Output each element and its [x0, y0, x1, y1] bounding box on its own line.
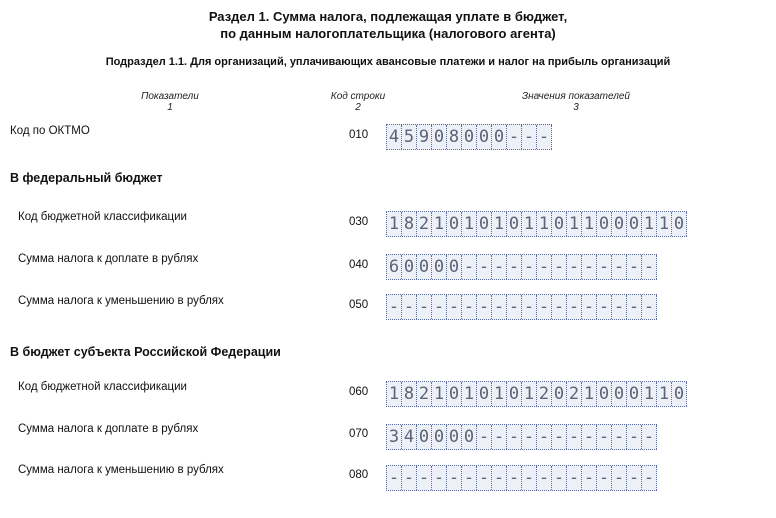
char-cell[interactable]: 2 — [537, 382, 552, 406]
char-cell[interactable]: - — [642, 425, 657, 449]
char-cell[interactable]: - — [522, 425, 537, 449]
column-header-label: Показатели — [141, 91, 199, 102]
char-cell[interactable]: - — [507, 125, 522, 149]
char-cell[interactable]: - — [552, 425, 567, 449]
char-cell[interactable]: 1 — [522, 212, 537, 236]
char-cell[interactable]: - — [387, 466, 402, 490]
char-cell[interactable]: 0 — [612, 212, 627, 236]
char-cell[interactable]: 1 — [582, 212, 597, 236]
char-cell[interactable]: - — [552, 255, 567, 279]
char-cell[interactable]: 2 — [417, 382, 432, 406]
char-cell[interactable]: - — [402, 466, 417, 490]
char-cell[interactable]: - — [477, 255, 492, 279]
regional-kbk-label: Код бюджетной классификации — [18, 381, 187, 393]
char-cell[interactable]: 0 — [432, 125, 447, 149]
char-cell[interactable]: 1 — [492, 212, 507, 236]
char-cell[interactable]: 0 — [627, 212, 642, 236]
section-title-line2: по данным налогоплательщика (налогового агента) — [220, 26, 556, 41]
char-cell[interactable]: - — [462, 466, 477, 490]
char-cell[interactable]: - — [612, 255, 627, 279]
char-cell[interactable]: - — [627, 295, 642, 319]
char-cell[interactable]: - — [507, 255, 522, 279]
regional-tax-payable-cells[interactable] — [386, 424, 657, 450]
column-header-number: 3 — [573, 102, 579, 113]
char-cell[interactable]: - — [597, 425, 612, 449]
char-cell[interactable]: - — [642, 255, 657, 279]
char-cell[interactable]: - — [642, 466, 657, 490]
char-cell[interactable]: - — [522, 295, 537, 319]
char-cell[interactable]: - — [507, 425, 522, 449]
char-cell[interactable]: 1 — [582, 382, 597, 406]
federal-tax-decrease-line-code: 050 — [349, 299, 369, 311]
char-cell[interactable]: 1 — [432, 382, 447, 406]
char-cell[interactable]: - — [477, 466, 492, 490]
char-cell[interactable]: 1 — [462, 382, 477, 406]
regional-kbk-line-code: 060 — [349, 386, 369, 398]
federal-tax-decrease-cells[interactable] — [386, 294, 657, 320]
char-cell[interactable]: - — [567, 425, 582, 449]
char-cell[interactable]: - — [477, 295, 492, 319]
oktmo-cells[interactable] — [386, 124, 552, 150]
char-cell[interactable]: - — [537, 125, 552, 149]
char-cell[interactable]: 0 — [417, 425, 432, 449]
char-cell[interactable]: - — [627, 425, 642, 449]
char-cell[interactable]: 0 — [672, 382, 687, 406]
char-cell[interactable]: 2 — [567, 382, 582, 406]
char-cell[interactable]: 0 — [447, 212, 462, 236]
column-header-label: Значения показателей — [521, 91, 630, 102]
char-cell[interactable]: - — [402, 295, 417, 319]
char-cell[interactable]: - — [522, 466, 537, 490]
char-cell[interactable]: 1 — [537, 212, 552, 236]
char-cell[interactable]: 0 — [477, 382, 492, 406]
federal-tax-payable-label: Сумма налога к доплате в рублях — [18, 253, 199, 265]
char-cell[interactable]: - — [477, 425, 492, 449]
char-cell[interactable]: 3 — [387, 425, 402, 449]
char-cell[interactable]: - — [417, 466, 432, 490]
char-cell[interactable]: 1 — [642, 382, 657, 406]
char-cell[interactable]: - — [462, 295, 477, 319]
char-cell[interactable]: 8 — [402, 212, 417, 236]
char-cell[interactable]: - — [597, 295, 612, 319]
char-cell[interactable]: 1 — [522, 382, 537, 406]
char-cell[interactable]: - — [627, 255, 642, 279]
char-cell[interactable]: - — [567, 255, 582, 279]
char-cell[interactable]: - — [507, 295, 522, 319]
char-cell[interactable]: 0 — [462, 425, 477, 449]
char-cell[interactable]: 4 — [402, 425, 417, 449]
char-cell[interactable]: - — [597, 255, 612, 279]
char-cell[interactable]: 0 — [492, 125, 507, 149]
char-cell[interactable]: - — [567, 466, 582, 490]
char-cell[interactable]: - — [462, 255, 477, 279]
char-cell[interactable]: 0 — [462, 125, 477, 149]
subsection-title: Подраздел 1.1. Для организаций, уплачивающих авансовые платежи и налог на прибыль организаций — [105, 56, 671, 68]
char-cell[interactable]: 1 — [657, 212, 672, 236]
char-cell[interactable]: 1 — [567, 212, 582, 236]
char-cell[interactable]: - — [537, 255, 552, 279]
char-cell[interactable]: - — [582, 425, 597, 449]
char-cell[interactable]: - — [597, 466, 612, 490]
char-cell[interactable]: - — [552, 295, 567, 319]
char-cell[interactable]: 8 — [402, 382, 417, 406]
char-cell[interactable]: - — [522, 125, 537, 149]
char-cell[interactable]: - — [537, 295, 552, 319]
char-cell[interactable]: - — [612, 425, 627, 449]
char-cell[interactable]: 0 — [627, 382, 642, 406]
char-cell[interactable]: 1 — [492, 382, 507, 406]
char-cell[interactable]: - — [432, 466, 447, 490]
section-title-line1: Раздел 1. Сумма налога, подлежащая уплате в бюджет, — [208, 9, 568, 24]
char-cell[interactable]: 4 — [387, 125, 402, 149]
char-cell[interactable]: - — [507, 466, 522, 490]
char-cell[interactable]: 6 — [387, 255, 402, 279]
federal-kbk-cells[interactable] — [386, 211, 687, 237]
column-header-values — [496, 91, 656, 113]
regional-budget-heading: В бюджет субъекта Российской Федерации — [10, 345, 281, 359]
char-cell[interactable]: 0 — [432, 255, 447, 279]
char-cell[interactable]: 0 — [672, 212, 687, 236]
char-cell[interactable]: - — [567, 295, 582, 319]
regional-tax-payable-line-code: 070 — [349, 428, 369, 440]
char-cell[interactable]: 2 — [417, 212, 432, 236]
column-header-indicators — [115, 91, 225, 113]
char-cell[interactable]: - — [417, 295, 432, 319]
char-cell[interactable]: 1 — [657, 382, 672, 406]
char-cell[interactable]: - — [612, 295, 627, 319]
oktmo-label: Код по ОКТМО — [10, 125, 90, 137]
char-cell[interactable]: - — [582, 466, 597, 490]
federal-kbk-label: Код бюджетной классификации — [18, 211, 187, 223]
char-cell[interactable]: 8 — [447, 125, 462, 149]
char-cell[interactable]: - — [627, 466, 642, 490]
char-cell[interactable]: 0 — [447, 425, 462, 449]
char-cell[interactable]: - — [642, 295, 657, 319]
federal-tax-payable-line-code: 040 — [349, 259, 369, 271]
char-cell[interactable]: - — [447, 295, 462, 319]
char-cell[interactable]: - — [582, 295, 597, 319]
column-header-number: 1 — [167, 102, 173, 113]
federal-tax-payable-cells[interactable] — [386, 254, 657, 280]
char-cell[interactable]: - — [447, 466, 462, 490]
federal-tax-decrease-label: Сумма налога к уменьшению в рублях — [18, 295, 224, 307]
char-cell[interactable]: - — [387, 295, 402, 319]
char-cell[interactable]: 0 — [612, 382, 627, 406]
char-cell[interactable]: - — [522, 255, 537, 279]
char-cell[interactable]: 0 — [507, 212, 522, 236]
char-cell[interactable]: 0 — [477, 212, 492, 236]
char-cell[interactable]: 1 — [432, 212, 447, 236]
regional-tax-payable-label: Сумма налога к доплате в рублях — [18, 423, 199, 435]
column-header-number: 2 — [355, 102, 361, 113]
char-cell[interactable]: - — [612, 466, 627, 490]
federal-kbk-line-code: 030 — [349, 216, 369, 228]
char-cell[interactable]: - — [432, 295, 447, 319]
char-cell[interactable]: 0 — [597, 212, 612, 236]
char-cell[interactable]: 9 — [417, 125, 432, 149]
char-cell[interactable]: - — [492, 425, 507, 449]
char-cell[interactable]: 0 — [432, 425, 447, 449]
char-cell[interactable]: 0 — [507, 382, 522, 406]
char-cell[interactable]: 0 — [477, 125, 492, 149]
char-cell[interactable]: 5 — [402, 125, 417, 149]
char-cell[interactable]: 0 — [552, 382, 567, 406]
char-cell[interactable]: 0 — [447, 255, 462, 279]
regional-tax-decrease-line-code: 080 — [349, 469, 369, 481]
column-header-line-code — [313, 91, 403, 113]
federal-budget-heading: В федеральный бюджет — [10, 171, 163, 185]
char-cell[interactable]: - — [537, 466, 552, 490]
regional-tax-decrease-label: Сумма налога к уменьшению в рублях — [18, 464, 224, 476]
char-cell[interactable]: 0 — [447, 382, 462, 406]
regional-kbk-cells[interactable] — [386, 381, 687, 407]
char-cell[interactable]: - — [492, 255, 507, 279]
char-cell[interactable]: 0 — [552, 212, 567, 236]
char-cell[interactable]: - — [582, 255, 597, 279]
regional-tax-decrease-cells[interactable] — [386, 465, 657, 491]
char-cell[interactable]: 0 — [597, 382, 612, 406]
column-header-label: Код строки — [330, 91, 386, 102]
oktmo-line-code: 010 — [349, 129, 369, 141]
char-cell[interactable]: 1 — [462, 212, 477, 236]
char-cell[interactable]: 1 — [387, 382, 402, 406]
char-cell[interactable]: - — [537, 425, 552, 449]
char-cell[interactable]: 1 — [387, 212, 402, 236]
char-cell[interactable]: 0 — [402, 255, 417, 279]
char-cell[interactable]: 0 — [417, 255, 432, 279]
char-cell[interactable]: - — [552, 466, 567, 490]
char-cell[interactable]: - — [492, 466, 507, 490]
char-cell[interactable]: - — [492, 295, 507, 319]
char-cell[interactable]: 1 — [642, 212, 657, 236]
